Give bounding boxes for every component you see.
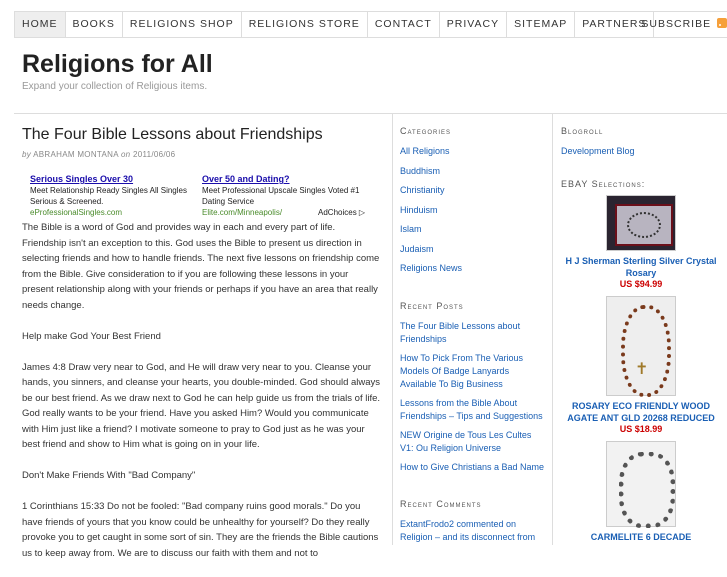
recent-post-link[interactable]: Lessons from the Bible About Friendships – Tips and Suggestions — [400, 397, 543, 421]
product-price: US $94.99 — [619, 279, 663, 289]
post-paragraph: The Bible is a word of God and provides way in each and every part of life. Friendship isn't an exception to this. God uses the Bible to present us direction in selecting friends and how to handle friends. The next five lessons on friendship come from the Bible. Give consideration to if you are following these lessons in your present relationship along with your friends or perhaps if you have an area that really needs change. — [22, 222, 380, 311]
nav-contact[interactable]: CONTACT — [368, 12, 440, 37]
post-date: 2011/06/06 — [132, 150, 176, 159]
recent-comments-list — [400, 515, 545, 547]
subscribe-label: SUBSCRIBE — [641, 18, 712, 30]
ad-url[interactable]: Elite.com/Minneapolis/ — [202, 208, 283, 217]
post-byline: by ABRAHAM MONTANA on 2011/06/06 — [22, 150, 176, 159]
sidebar-left — [400, 126, 545, 547]
recent-post-link[interactable]: NEW Origine de Tous Les Cultes V1: Ou Religion Universe — [400, 429, 532, 453]
product-title[interactable]: H J Sherman Sterling Silver Crystal Rosary — [565, 256, 717, 278]
ad-block — [22, 174, 382, 220]
nav-partners[interactable]: PARTNERS — [575, 12, 654, 37]
column-divider — [392, 114, 393, 545]
ebay-heading: EBAY Selections: — [561, 179, 646, 189]
sidebar-right — [561, 126, 721, 543]
category-link[interactable]: All Religions — [400, 146, 450, 156]
blogroll-link[interactable]: Development Blog — [561, 146, 635, 156]
categories-list — [400, 142, 545, 279]
nav-religions-store[interactable]: RELIGIONS STORE — [242, 12, 368, 37]
category-link[interactable]: Islam — [400, 224, 422, 234]
category-link[interactable]: Judaism — [400, 243, 434, 254]
ad-text: Meet Professional Upscale Singles Voted #1 Dating Service — [202, 186, 360, 206]
product-price: US $18.99 — [619, 424, 663, 434]
post-subheading: Don't Make Friends With "Bad Company" — [22, 470, 196, 481]
category-link[interactable]: Christianity — [400, 185, 445, 195]
nav-religions-shop[interactable]: RELIGIONS SHOP — [123, 12, 242, 37]
post-subheading: Help make God Your Best Friend — [22, 330, 161, 342]
post-body — [22, 220, 382, 561]
site-tagline: Expand your collection of Religious items. — [22, 81, 208, 92]
adchoices-link[interactable]: AdChoices ▷ — [318, 208, 366, 217]
recent-comment-link[interactable]: ExtantFrodo2 commented on Religion – and its disconnect from — [400, 518, 536, 542]
recent-comments-heading: Recent Comments — [400, 498, 482, 509]
product-title[interactable]: ROSARY ECO FRIENDLY WOOD AGATE ANT GLD 20268 REDUCED — [567, 401, 715, 423]
rss-icon — [717, 18, 727, 28]
subscribe-link[interactable] — [641, 12, 727, 37]
category-link[interactable]: Hinduism — [400, 204, 438, 215]
blogroll-heading: Blogroll — [561, 126, 604, 136]
category-link[interactable]: Buddhism — [400, 165, 441, 176]
nav-sitemap[interactable]: SITEMAP — [507, 12, 575, 37]
ebay-item[interactable] — [561, 195, 721, 290]
product-image[interactable] — [606, 441, 676, 527]
main-content — [22, 126, 382, 577]
recent-post-link[interactable]: How to Give Christians a Bad Name — [400, 461, 545, 472]
column-divider — [552, 114, 553, 545]
ad-text: Meet Relationship Ready Singles All Singles Serious & Screened. — [30, 186, 187, 206]
categories-heading: Categories — [400, 126, 452, 136]
post-paragraph: 1 Corinthians 15:33 Do not be fooled: "Bad company ruins good morals." Do you have friends of yours that you know could be unhealthy for yourself? Do they really provoke you to get caught in some sort of sin. They are the friends the Bible cautions us to keep away from. We are to discuss our faith with them and not to — [22, 501, 379, 559]
recent-posts-heading: Recent Posts — [400, 300, 464, 311]
blogroll-list — [561, 142, 721, 161]
product-image[interactable] — [606, 296, 676, 396]
ebay-item[interactable] — [561, 296, 721, 435]
recent-posts-list — [400, 317, 545, 477]
post-title[interactable]: The Four Bible Lessons about Friendships — [22, 126, 323, 143]
ad-url[interactable]: eProfessionalSingles.com — [30, 208, 123, 217]
product-image[interactable] — [606, 195, 676, 251]
post-author[interactable]: ABRAHAM MONTANA — [33, 150, 119, 159]
top-navigation — [14, 11, 727, 38]
recent-post-link[interactable]: How To Pick From The Various Models Of Badge Lanyards Available To Big Business — [400, 352, 524, 389]
category-link[interactable]: Religions News — [400, 263, 463, 273]
site-title[interactable]: Religions for All — [22, 50, 213, 78]
nav-privacy[interactable]: PRIVACY — [440, 12, 507, 37]
nav-books[interactable]: BOOKS — [66, 12, 123, 37]
ad-headline[interactable]: Over 50 and Dating? — [202, 174, 290, 184]
product-title[interactable]: CARMELITE 6 DECADE — [590, 532, 692, 542]
recent-post-link[interactable]: The Four Bible Lessons about Friendships — [400, 320, 521, 344]
ad-headline[interactable]: Serious Singles Over 30 — [30, 174, 134, 184]
nav-home[interactable]: HOME — [14, 12, 66, 37]
header-divider — [14, 113, 727, 114]
post-paragraph: James 4:8 Draw very near to God, and He will draw very near to you. Cleanse your hands, you sinners, and cleanse your hearts, you double-minded. God should always be our best friend. As we draw next to God he can help guide us from the trials of life. God really wants to be your friend. Have you asked Him? Would you communicate with Him just like a friend? I motivate someone to pray to God just as he was your best friend and show to Him what is going on in your life. — [22, 361, 381, 450]
adchoices-icon: ▷ — [358, 208, 366, 217]
ad-unit[interactable] — [30, 174, 210, 218]
ebay-item[interactable] — [561, 441, 721, 543]
